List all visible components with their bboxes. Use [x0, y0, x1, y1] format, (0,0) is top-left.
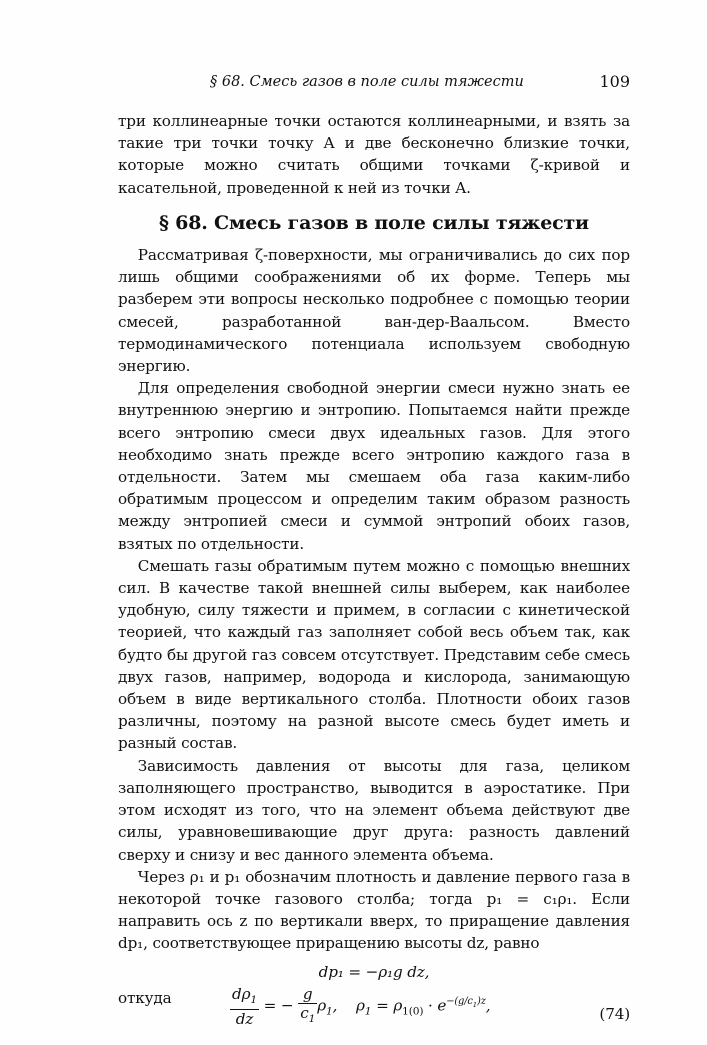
equation-2-number: (74)	[599, 1004, 630, 1023]
equation-2-row	[118, 985, 630, 1045]
equation-2: $\frac{d\rho_1}{dz}$ = − $\frac{g}{c_1}$ $\rho_1$, $\rho_1 = \rho_{1(0)} \cdot e^{-(g/c_1)z}$,	[232, 984, 491, 1028]
running-head	[118, 72, 630, 98]
page-number: 109	[599, 72, 630, 91]
paragraph-1: Рассматривая ζ-поверхности, мы ограничивались до сих пор лишь общими соображениями об их форме. Теперь мы разберем эти вопросы несколько подробнее с помощью теории смесей, разработанной ван-дер-Ваальсом. Вместо термодинамического потенциала используем свободную энергию.	[118, 246, 630, 376]
running-head-title: § 68. Смесь газов в поле силы тяжести	[210, 74, 524, 90]
equation-2-label: откуда	[118, 988, 172, 1007]
intro-paragraph: три коллинеарные точки остаются коллинеарными, и взять за такие три точки точку A и две бесконечно близкие точки, которые можно считать общими точками ζ-кривой и касательной, проведенной к ней из точки A.	[118, 112, 630, 197]
paragraph-3: Смешать газы обратимым путем можно с помощью внешних сил. В качестве такой внешней силы выберем, как наиболее удобную, силу тяжести и примем, в согласии с кинетической теорией, что каждый газ заполняет собой весь объем так, как будто бы другой газ совсем отсутствует. Представим себе смесь двух газов, например, водорода и кислорода, занимающую объем в виде вертикального столба. Плотности обоих газов различны, поэтому на разной высоте смесь будет иметь и разный состав.	[118, 556, 630, 753]
paragraph-2: Для определения свободной энергии смеси нужно знать ее внутреннюю энергию и энтропию. Попытаемся найти прежде всего энтропию смеси двух идеальных газов. Для этого необходимо знать прежде всего энтропию каждого газа в отдельности. Затем мы смешаем оба газа каким-либо обратимым процессом и определим таким образом разность между энтропией смеси и суммой энтропий обоих газов, взятых по отдельности.	[118, 379, 630, 553]
paragraph-5: Через ρ₁ и p₁ обозначим плотность и давление первого газа в некоторой точке газового столба; тогда p₁ = c₁ρ₁. Если направить ось z по вертикали вверх, то приращение давления dp₁, соответствующее приращению высоты dz, равно	[118, 867, 630, 953]
paragraph-4: Зависимость давления от высоты для газа, целиком заполняющего пространство, выводится в аэростатике. При этом исходят из того, что на элемент объема действуют две силы, уравновешивающие друг друга: разность давлений сверху и снизу и вес данного элемента объема.	[118, 756, 630, 864]
equation-1: dp₁ = −ρ₁g dz,	[318, 962, 430, 981]
page	[118, 72, 630, 1045]
body-text	[118, 110, 630, 1045]
section-heading: § 68. Смесь газов в поле силы тяжести	[159, 211, 589, 234]
